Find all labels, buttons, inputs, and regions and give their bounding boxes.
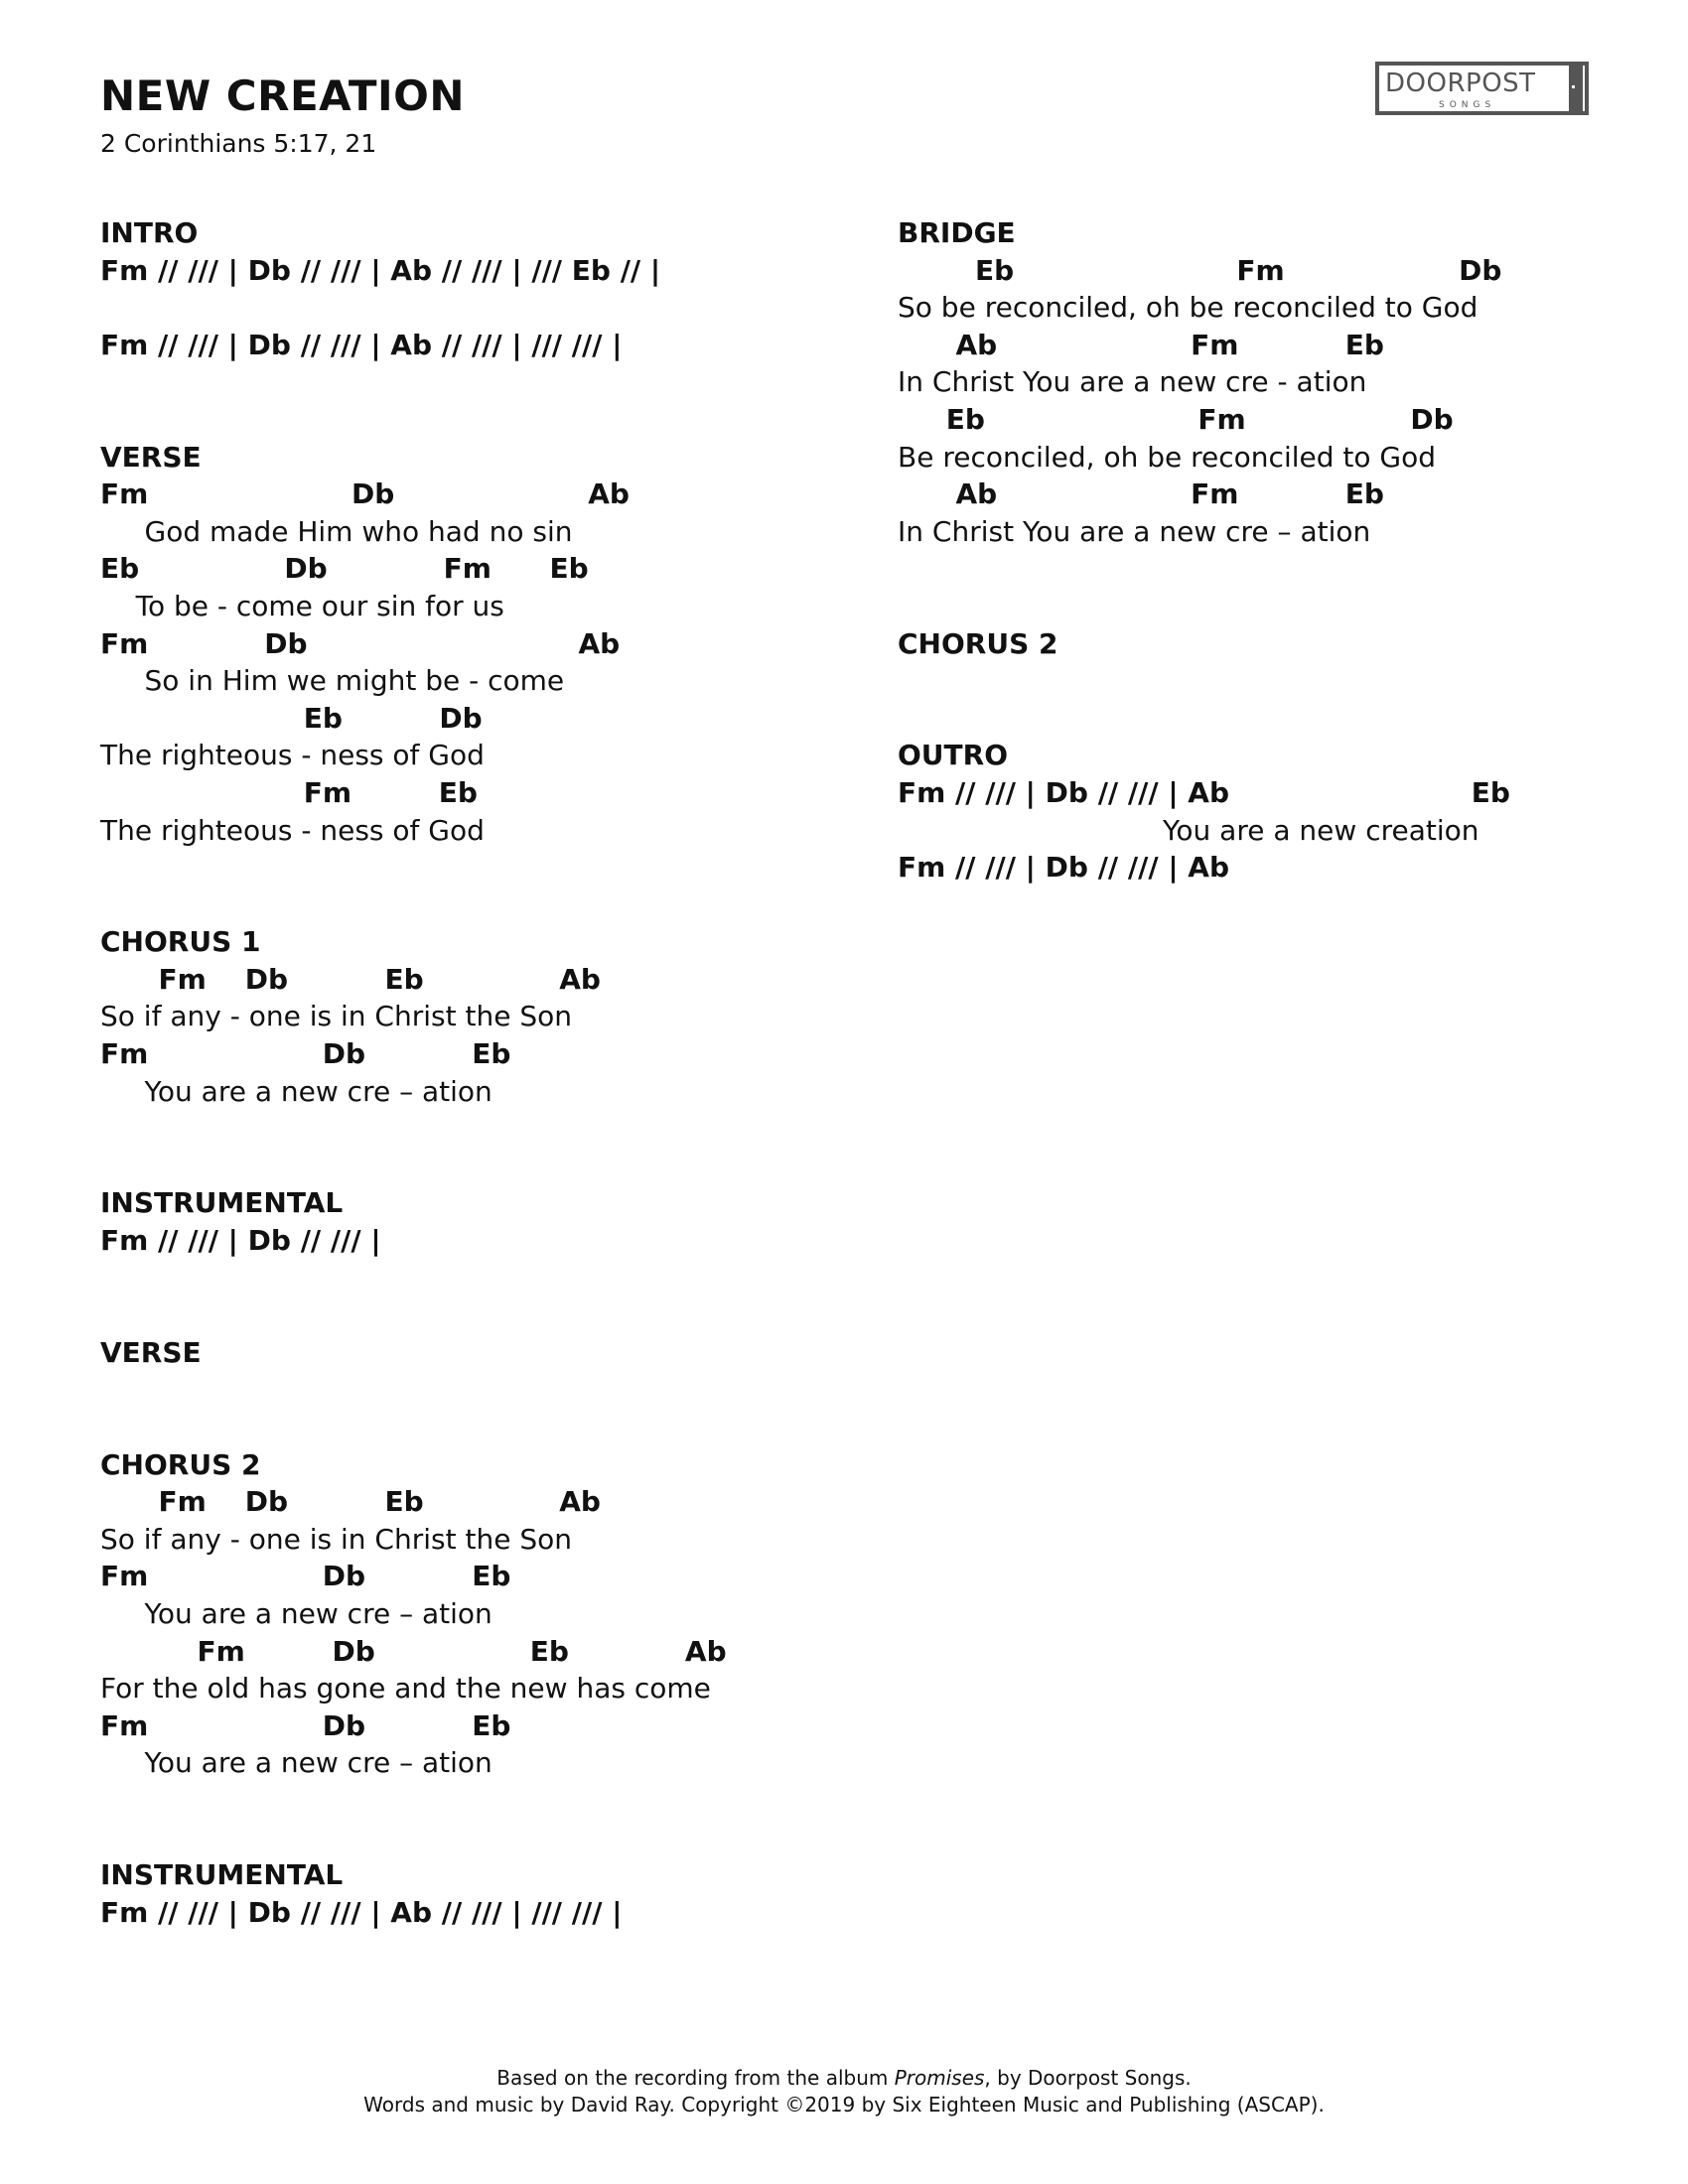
spacer <box>898 550 1510 624</box>
lyric-line: In Christ You are a new cre - ation <box>898 365 1367 399</box>
spacer <box>100 363 727 438</box>
chord-line: Eb Db Fm Eb <box>100 552 589 586</box>
chord-line: Fm // /// | Db // /// | Ab // /// | /// Eb // | <box>100 253 661 287</box>
chord-line: Fm Db Eb Ab <box>100 962 601 996</box>
section-verse <box>100 439 727 850</box>
chord-line: Fm // /// | Db // /// | <box>100 1224 381 1258</box>
logo-subtext: SONGS <box>1439 100 1496 110</box>
chord-line: Fm Db Eb <box>100 1037 511 1071</box>
chord-line: Ab Fm Eb <box>898 328 1384 361</box>
lyric-line: The righteous - ness of God <box>100 813 485 847</box>
spacer <box>100 1260 727 1334</box>
section-heading: VERSE <box>100 1335 202 1369</box>
chord-line: Fm Db Eb Ab <box>100 1485 601 1519</box>
spacer <box>100 1110 727 1184</box>
section-chorus-2 <box>100 1446 727 1782</box>
section-instrumental-1 <box>100 1184 727 1259</box>
section-instrumental-2 <box>100 1856 727 1931</box>
section-heading: CHORUS 2 <box>100 1447 261 1481</box>
lyric-line: So in Him we might be - come <box>100 664 565 698</box>
chord-line: Eb Db <box>100 701 483 735</box>
spacer <box>100 289 727 327</box>
section-heading: CHORUS 1 <box>100 925 261 959</box>
lyric-line: So be reconciled, oh be reconciled to God <box>898 291 1478 325</box>
chord-line: Fm // /// | Db // /// | Ab // /// | /// /// | <box>100 328 623 361</box>
spacer <box>100 1371 727 1445</box>
chord-line: Eb Fm Db <box>898 402 1454 436</box>
section-heading: INSTRUMENTAL <box>100 1186 344 1220</box>
right-column <box>898 214 1510 887</box>
lyric-line: God made Him who had no sin <box>100 514 573 548</box>
lyric-line: You are a new creation <box>898 813 1479 847</box>
lyric-line: You are a new cre – ation <box>100 1746 492 1780</box>
spacer <box>100 1782 727 1856</box>
door-icon <box>1569 62 1583 115</box>
lyric-line: For the old has gone and the new has come <box>100 1672 711 1706</box>
section-heading: CHORUS 2 <box>898 626 1058 660</box>
lyric-line: So if any - one is in Christ the Son <box>100 1000 572 1033</box>
chord-line: Ab Fm Eb <box>898 478 1384 511</box>
chord-line: Fm // /// | Db // /// | Ab Eb <box>898 775 1510 809</box>
section-heading: OUTRO <box>898 739 1009 772</box>
album-title: Promises <box>894 2066 985 2090</box>
section-chorus-2-repeat <box>898 625 1510 663</box>
lyric-line: You are a new cre – ation <box>100 1596 492 1630</box>
spacer <box>100 849 727 923</box>
chord-line: Fm Db Eb <box>100 1708 511 1742</box>
footer-suffix: , by Doorpost Songs. <box>984 2066 1192 2090</box>
spacer <box>898 662 1510 737</box>
lyric-line: You are a new cre – ation <box>100 1074 492 1108</box>
chord-line: Fm Db Eb <box>100 1560 511 1593</box>
lyric-line: In Christ You are a new cre – ation <box>898 514 1371 548</box>
left-column <box>100 214 727 1931</box>
logo-text: DOORPOST <box>1385 68 1536 98</box>
chord-line: Fm // /// | Db // /// | Ab // /// | /// /// | <box>100 1895 623 1929</box>
scripture-reference: 2 Corinthians 5:17, 21 <box>100 129 377 158</box>
chord-line: Fm Eb <box>100 775 478 809</box>
footer-prefix: Based on the recording from the album <box>496 2066 895 2090</box>
section-heading: INTRO <box>100 216 199 249</box>
footer-recording-line <box>0 2065 1688 2092</box>
section-outro <box>898 737 1510 886</box>
section-verse-2 <box>100 1334 727 1372</box>
chord-line: Fm // /// | Db // /// | Ab <box>898 851 1230 885</box>
chord-line: Fm Db Ab <box>100 626 621 660</box>
section-heading: INSTRUMENTAL <box>100 1858 344 1892</box>
doorpost-songs-logo <box>1375 62 1589 115</box>
footer-credits <box>0 2065 1688 2118</box>
lyric-line: Be reconciled, oh be reconciled to God <box>898 440 1437 474</box>
section-bridge <box>898 214 1510 550</box>
section-heading: BRIDGE <box>898 216 1016 249</box>
section-heading: VERSE <box>100 440 202 474</box>
lyric-line: To be - come our sin for us <box>100 589 504 622</box>
footer-copyright-line: Words and music by David Ray. Copyright ©2019 by Six Eighteen Music and Publishing (ASCAP). <box>363 2093 1325 2116</box>
chord-line: Fm Db Eb Ab <box>100 1634 727 1668</box>
section-chorus-1 <box>100 923 727 1110</box>
lyric-line: So if any - one is in Christ the Son <box>100 1522 572 1556</box>
chord-line: Eb Fm Db <box>898 253 1502 287</box>
section-intro <box>100 214 727 363</box>
song-title: NEW CREATION <box>100 71 466 120</box>
chord-line: Fm Db Ab <box>100 478 630 511</box>
lyric-line: The righteous - ness of God <box>100 739 485 772</box>
